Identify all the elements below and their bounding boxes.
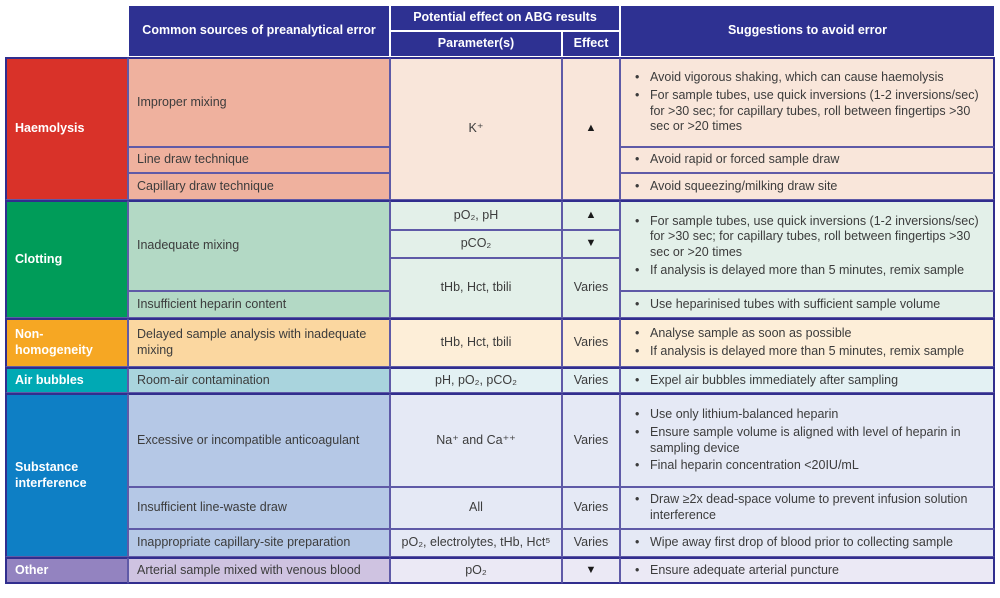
- suggestions-line-waste: [620, 487, 995, 529]
- parameter-thb-hct-tbili-clotting: tHb, Hct, tbili: [390, 258, 562, 318]
- suggestion-item: • If analysis is delayed more than 5 minutes, remix sample: [635, 344, 964, 360]
- parameter-ph-po2-pco2: pH, pO₂, pCO₂: [390, 367, 562, 393]
- suggestions-excessive-anticoagulant: [620, 393, 995, 487]
- suggestion-list: [627, 295, 942, 315]
- header-effect-group: Potential effect on ABG results: [390, 5, 620, 31]
- category-air-bubbles: Air bubbles: [5, 367, 128, 393]
- suggestions-inadequate-mixing: [620, 200, 995, 291]
- suggestion-item: • Final heparin concentration <20IU/mL: [635, 458, 985, 474]
- suggestions-insufficient-heparin: [620, 291, 995, 318]
- suggestion-item: • Analyse sample as soon as possible: [635, 326, 964, 342]
- suggestion-item: • Use heparinised tubes with sufficient sample volume: [635, 297, 940, 313]
- suggestion-list: [627, 177, 839, 197]
- parameter-po2-electrolytes: pO₂, electrolytes, tHb, Hct⁵: [390, 529, 562, 557]
- header-effect: Effect: [562, 31, 620, 57]
- source-insufficient-heparin: Insufficient heparin content: [128, 291, 390, 318]
- parameter-po2-ph: pO₂, pH: [390, 200, 562, 230]
- suggestion-list: [627, 405, 987, 476]
- suggestion-list: [627, 68, 987, 137]
- source-inadequate-mixing: Inadequate mixing: [128, 200, 390, 291]
- suggestion-item: • Avoid rapid or forced sample draw: [635, 152, 839, 168]
- suggestion-list: [627, 212, 987, 281]
- parameter-haemolysis: K⁺: [390, 57, 562, 200]
- suggestions-delayed-analysis: [620, 318, 995, 367]
- effect-varies-capillary-site: Varies: [562, 529, 620, 557]
- suggestion-item: • For sample tubes, use quick inversions (1-2 inversions/sec) for >30 sec; for capillary tubes, roll between fingertips >30 sec or >20 times: [635, 88, 985, 135]
- parameter-all: All: [390, 487, 562, 529]
- effect-po2-ph-up-arrow: ▲: [562, 200, 620, 230]
- effect-varies-clotting: Varies: [562, 258, 620, 318]
- category-haemolysis: Haemolysis: [5, 57, 128, 200]
- effect-varies-anticoagulant: Varies: [562, 393, 620, 487]
- source-capillary-site: Inappropriate capillary-site preparation: [128, 529, 390, 557]
- header-corner-blank: [5, 5, 128, 57]
- category-non-homogeneity: Non-homogeneity: [5, 318, 128, 367]
- suggestion-list: [627, 150, 841, 170]
- effect-po2-down-arrow: ▼: [562, 557, 620, 584]
- suggestion-item: • Wipe away first drop of blood prior to collecting sample: [635, 535, 953, 551]
- source-room-air: Room-air contamination: [128, 367, 390, 393]
- suggestion-item: • For sample tubes, use quick inversions (1-2 inversions/sec) for >30 sec; for capillary tubes, roll between fingertips >30 sec or >20 times: [635, 214, 985, 261]
- source-improper-mixing: Improper mixing: [128, 57, 390, 147]
- suggestions-line-draw: [620, 147, 995, 173]
- suggestion-list: [627, 561, 841, 581]
- effect-varies-nonhomog: Varies: [562, 318, 620, 367]
- suggestion-list: [627, 533, 955, 553]
- suggestion-item: • Use only lithium-balanced heparin: [635, 407, 985, 423]
- suggestions-arterial-puncture: [620, 557, 995, 584]
- suggestions-room-air: [620, 367, 995, 393]
- category-other: Other: [5, 557, 128, 584]
- suggestion-item: • If analysis is delayed more than 5 minutes, remix sample: [635, 263, 985, 279]
- parameter-thb-hct-tbili-nonhomog: tHb, Hct, tbili: [390, 318, 562, 367]
- suggestion-list: [627, 371, 900, 391]
- suggestion-item: • Draw ≥2x dead-space volume to prevent infusion solution interference: [635, 492, 985, 523]
- suggestion-item: • Ensure sample volume is aligned with level of heparin in sampling device: [635, 425, 985, 456]
- suggestion-item: • Expel air bubbles immediately after sampling: [635, 373, 898, 389]
- source-line-waste: Insufficient line-waste draw: [128, 487, 390, 529]
- suggestion-item: • Avoid vigorous shaking, which can cause haemolysis: [635, 70, 985, 86]
- category-clotting: Clotting: [5, 200, 128, 318]
- suggestions-improper-mixing: [620, 57, 995, 147]
- parameter-po2-other: pO₂: [390, 557, 562, 584]
- header-common-sources: Common sources of preanalytical error: [128, 5, 390, 57]
- header-parameters: Parameter(s): [390, 31, 562, 57]
- source-arterial-venous-mix: Arterial sample mixed with venous blood: [128, 557, 390, 584]
- suggestion-item: • Avoid squeezing/milking draw site: [635, 179, 837, 195]
- suggestion-list: [627, 324, 966, 361]
- effect-haemolysis-up-arrow: ▲: [562, 57, 620, 200]
- source-line-draw: Line draw technique: [128, 147, 390, 173]
- suggestions-capillary-draw: [620, 173, 995, 200]
- suggestion-list: [627, 490, 987, 525]
- source-capillary-draw: Capillary draw technique: [128, 173, 390, 200]
- effect-pco2-down-arrow: ▼: [562, 230, 620, 258]
- source-delayed-analysis: Delayed sample analysis with inadequate mixing: [128, 318, 390, 367]
- suggestions-capillary-site: [620, 529, 995, 557]
- category-substance-interference: Substance interference: [5, 393, 128, 557]
- effect-varies-air: Varies: [562, 367, 620, 393]
- parameter-na-ca: Na⁺ and Ca⁺⁺: [390, 393, 562, 487]
- effect-varies-line-waste: Varies: [562, 487, 620, 529]
- preanalytical-error-table: [5, 5, 995, 584]
- header-suggestions: Suggestions to avoid error: [620, 5, 995, 57]
- source-excessive-anticoagulant: Excessive or incompatible anticoagulant: [128, 393, 390, 487]
- suggestion-item: • Ensure adequate arterial puncture: [635, 563, 839, 579]
- parameter-pco2: pCO₂: [390, 230, 562, 258]
